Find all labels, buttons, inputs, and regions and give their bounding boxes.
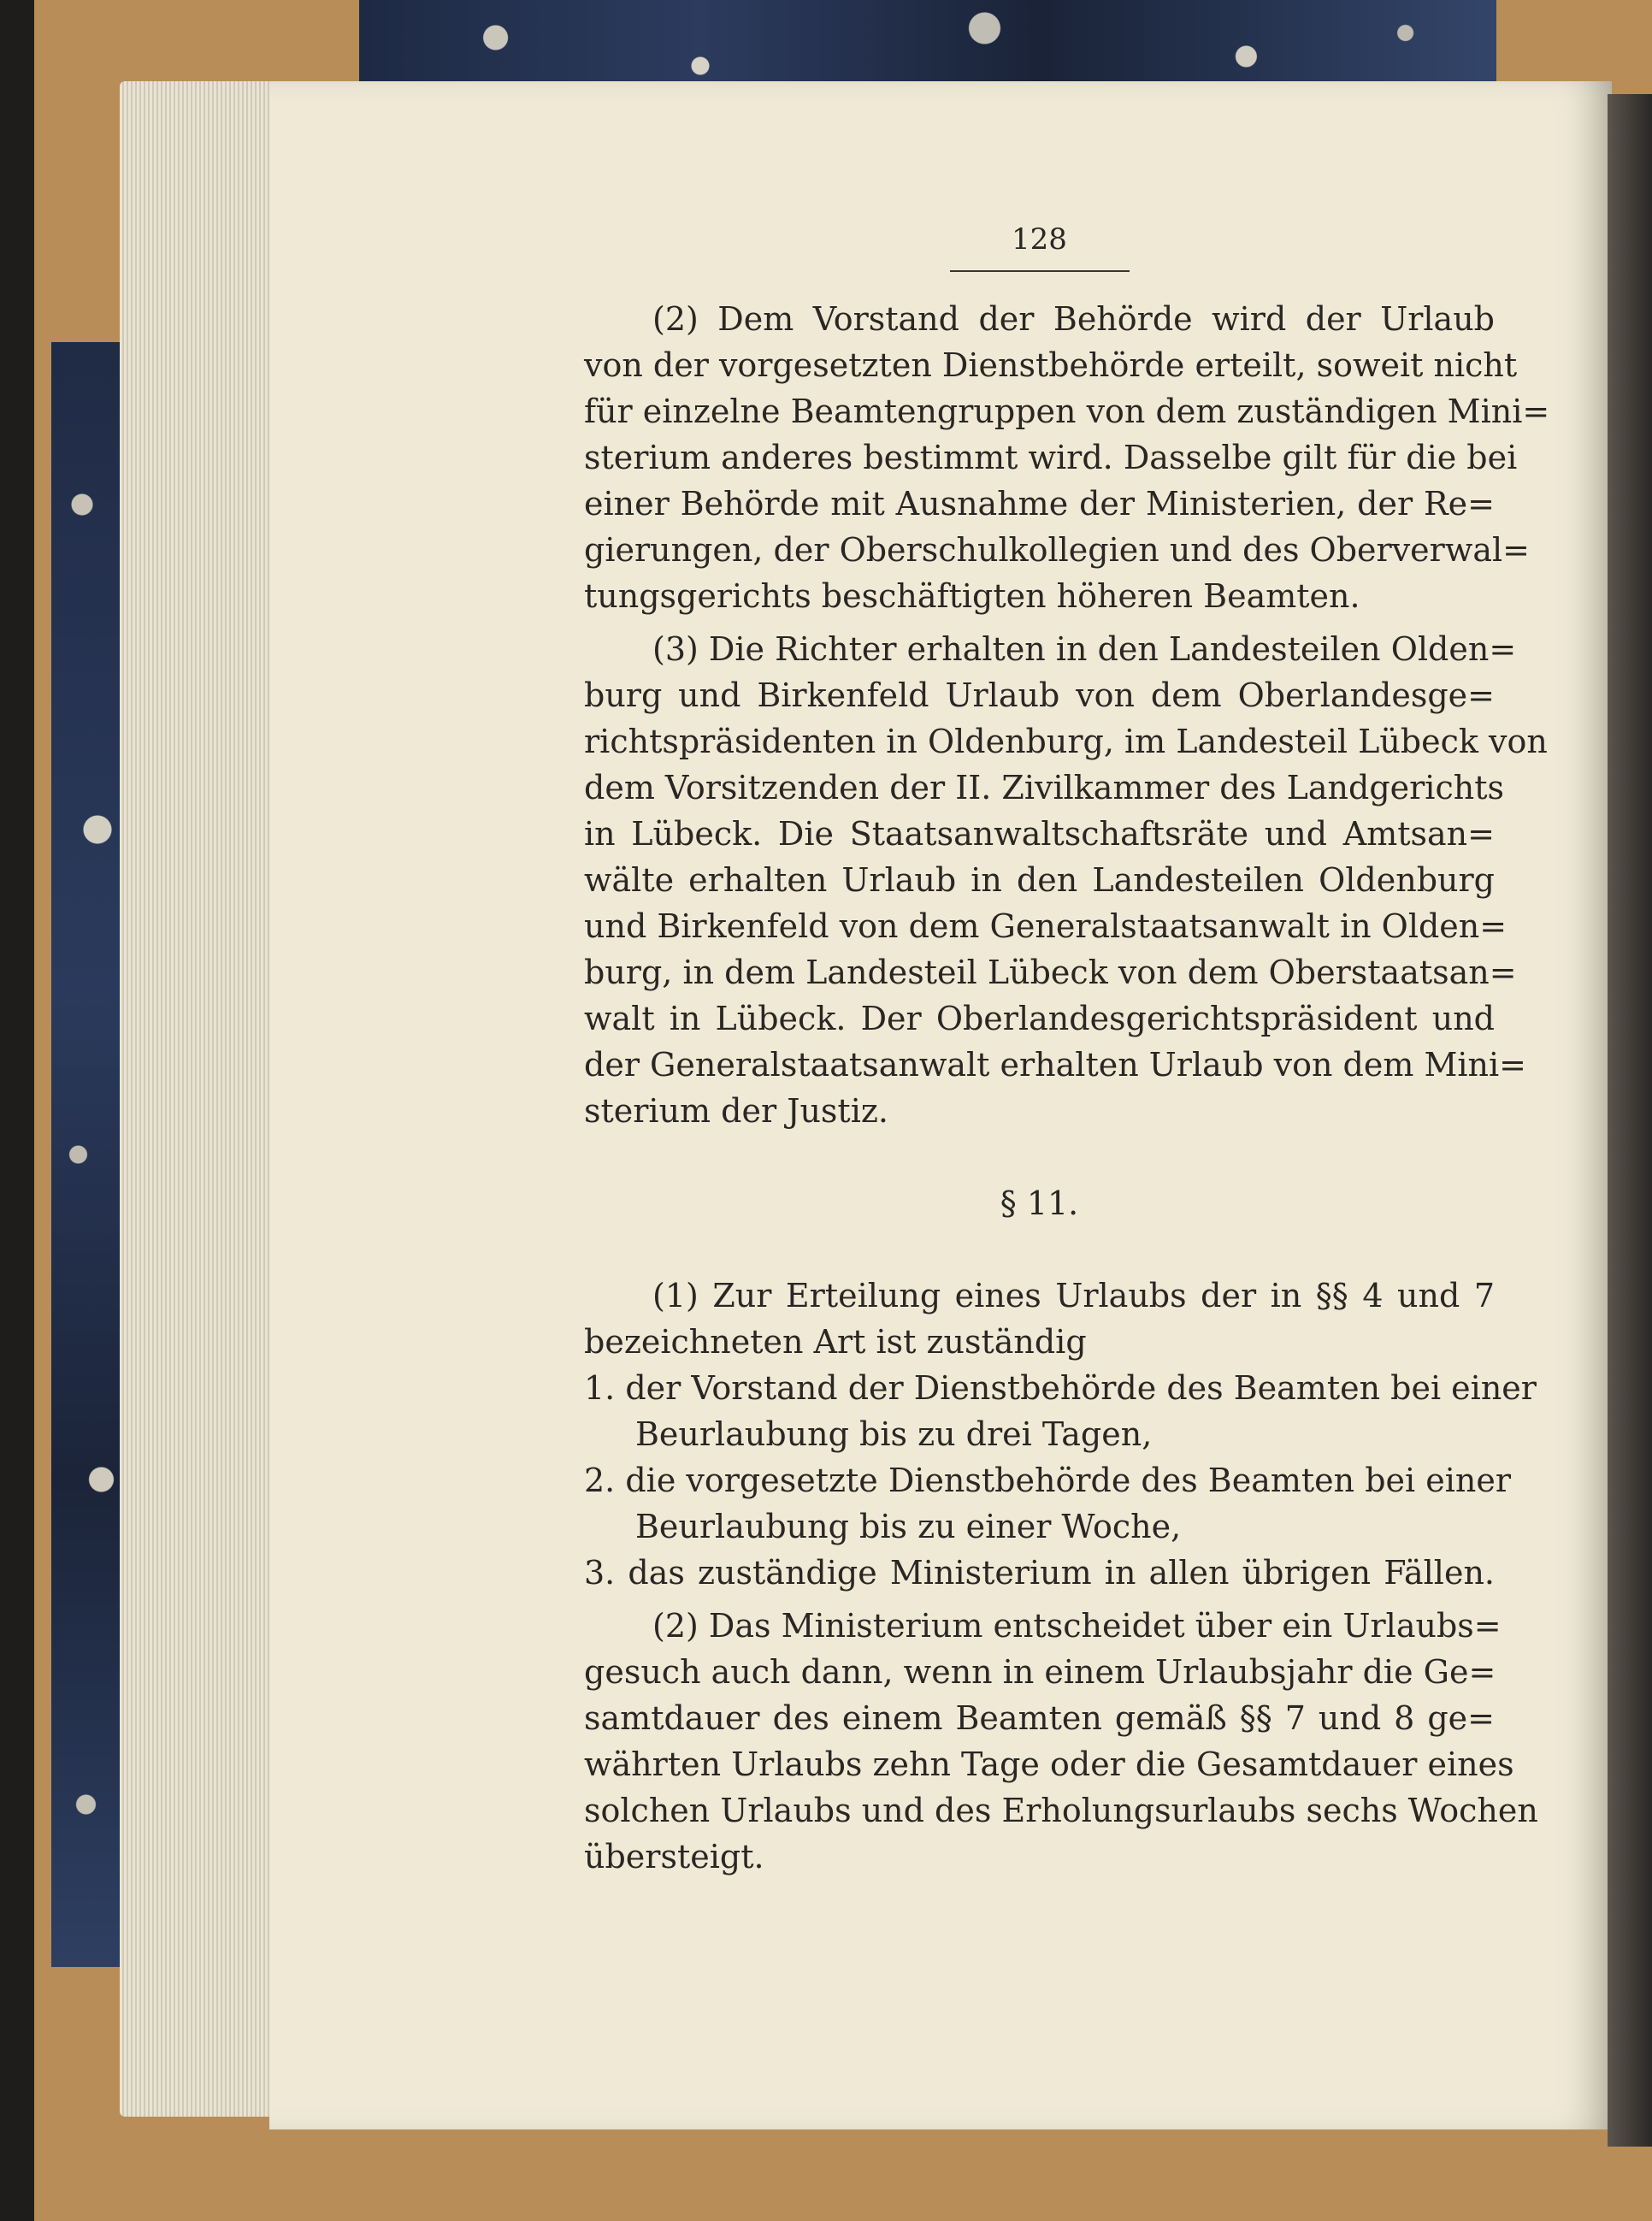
text-line: (1) Zur Erteilung eines Urlaubs der in §§ 4 und 7 xyxy=(652,1277,1495,1314)
list-item: 1. der Vorstand der Dienstbehörde des Beamten bei einer xyxy=(584,1369,1537,1407)
marbled-endpaper-left xyxy=(51,342,128,1967)
text-line: der Generalstaatsanwalt erhalten Urlaub von dem Mini= xyxy=(584,1046,1526,1084)
section-heading: § 11. xyxy=(1000,1184,1079,1222)
text-line: wälte erhalten Urlaub in den Landesteilen Oldenburg xyxy=(584,861,1495,899)
paragraph-2 xyxy=(584,296,1550,619)
marbled-endpaper-top xyxy=(359,0,1496,94)
text-line: von der vorgesetzten Dienstbehörde erteilt, soweit nicht xyxy=(584,346,1518,384)
text-line: dem Vorsitzenden der II. Zivilkammer des Landgerichts xyxy=(584,769,1504,806)
text-line: samtdauer des einem Beamten gemäß §§ 7 und 8 ge= xyxy=(584,1699,1495,1737)
text-line: walt in Lübeck. Der Oberlandesgerichtspräsident und xyxy=(584,1000,1495,1037)
list-item-continuation: Beurlaubung bis zu einer Woche, xyxy=(635,1508,1182,1545)
section-11-paragraph-1 xyxy=(584,1273,1495,1365)
list-item: 3. das zuständige Ministerium in allen übrigen Fällen. xyxy=(584,1554,1495,1592)
page-number: 128 xyxy=(1012,222,1067,257)
text-line: gesuch auch dann, wenn in einem Urlaubsjahr die Ge= xyxy=(584,1653,1496,1691)
section-11-paragraph-2 xyxy=(584,1603,1538,1880)
header-rule xyxy=(950,270,1130,272)
text-line: (3) Die Richter erhalten in den Landesteilen Olden= xyxy=(652,630,1517,668)
text-line: (2) Dem Vorstand der Behörde wird der Urlaub xyxy=(652,300,1495,338)
text-line: und Birkenfeld von dem Generalstaatsanwalt in Olden= xyxy=(584,907,1507,945)
text-line: währten Urlaubs zehn Tage oder die Gesamtdauer eines xyxy=(584,1745,1514,1783)
text-line: (2) Das Ministerium entscheidet über ein Urlaubs= xyxy=(652,1607,1502,1645)
text-line: solchen Urlaubs und des Erholungsurlaubs sechs Wochen xyxy=(584,1792,1538,1829)
text-line: burg, in dem Landesteil Lübeck von dem Oberstaatsan= xyxy=(584,954,1517,991)
text-line: sterium der Justiz. xyxy=(584,1092,888,1130)
text-line: gierungen, der Oberschulkollegien und des Oberverwal= xyxy=(584,531,1530,569)
text-line: burg und Birkenfeld Urlaub von dem Oberlandesge= xyxy=(584,676,1495,714)
text-line: sterium anderes bestimmt wird. Dasselbe gilt für die bei xyxy=(584,439,1518,476)
text-line: richtspräsidenten in Oldenburg, im Landesteil Lübeck von xyxy=(584,723,1548,760)
paragraph-3 xyxy=(584,626,1548,1134)
text-line: übersteigt. xyxy=(584,1838,764,1875)
page-stack xyxy=(120,81,282,2117)
page-text xyxy=(584,214,1550,1880)
text-line: für einzelne Beamtengruppen von dem zuständigen Mini= xyxy=(584,393,1550,430)
text-line: einer Behörde mit Ausnahme der Ministerien, der Re= xyxy=(584,485,1495,523)
page-gutter-shadow xyxy=(1608,94,1652,2147)
text-line: bezeichneten Art ist zuständig xyxy=(584,1323,1087,1361)
text-line: tungsgerichts beschäftigten höheren Beamten. xyxy=(584,577,1360,615)
list-item: 2. die vorgesetzte Dienstbehörde des Beamten bei einer xyxy=(584,1462,1512,1499)
text-line: in Lübeck. Die Staatsanwaltschaftsräte und Amtsan= xyxy=(584,815,1495,853)
list-item-continuation: Beurlaubung bis zu drei Tagen, xyxy=(635,1415,1153,1453)
numbered-list xyxy=(584,1365,1537,1596)
